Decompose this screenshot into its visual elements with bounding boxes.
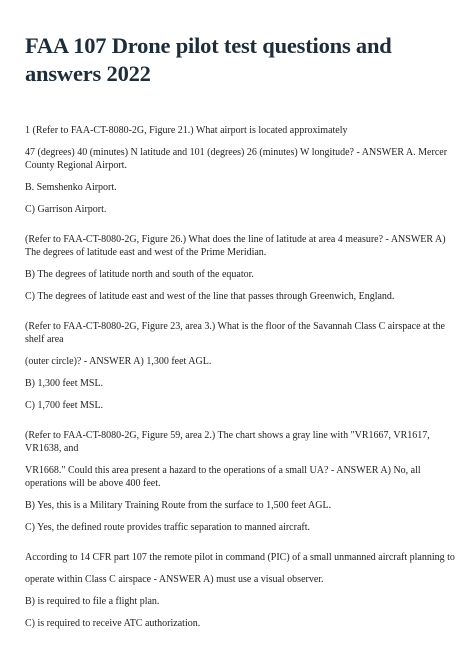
document-page xyxy=(25,32,455,630)
question-text: (Refer to FAA-CT-8080-2G, Figure 59, area 2.) The chart shows a gray line with "VR1667, VR1617, VR1638, and xyxy=(25,430,430,454)
answer-text: 47 (degrees) 40 (minutes) N latitude and 101 (degrees) 26 (minutes) W longitude? - ANSWER A. Mercer County Regional Airport. xyxy=(25,147,448,171)
option-text: B) is required to file a flight plan. xyxy=(25,596,160,607)
option-text: C) The degrees of latitude east and west of the line that passes through Greenwich, England. xyxy=(25,291,395,302)
option-text: B) The degrees of latitude north and south of the equator. xyxy=(25,269,254,280)
answer-text: operate within Class C airspace - ANSWER A) must use a visual observer. xyxy=(25,574,324,585)
option-text: B) Yes, this is a Military Training Route from the surface to 1,500 feet AGL. xyxy=(25,500,332,511)
question-block xyxy=(25,320,455,412)
page-title: FAA 107 Drone pilot test questions and answers 2022 xyxy=(25,33,392,86)
question-text: (Refer to FAA-CT-8080-2G, Figure 26.) What does the line of latitude at area 4 measure? - ANSWER A) The degrees of latitude east and west of the Prime Meridian. xyxy=(25,234,446,258)
question-block xyxy=(25,429,455,534)
answer-text: VR1668." Could this area present a hazard to the operations of a small UA? - ANSWER A) No, all operations will be above 400 feet. xyxy=(25,465,421,489)
answer-text: (outer circle)? - ANSWER A) 1,300 feet AGL. xyxy=(25,356,212,367)
option-text: B. Semshenko Airport. xyxy=(25,182,117,193)
option-text: C) is required to receive ATC authorization. xyxy=(25,618,201,629)
question-text: 1 (Refer to FAA-CT-8080-2G, Figure 21.) What airport is located approximately xyxy=(25,125,348,136)
question-text: (Refer to FAA-CT-8080-2G, Figure 23, area 3.) What is the floor of the Savannah Class C airspace at the shelf area xyxy=(25,321,445,345)
option-text: C) Garrison Airport. xyxy=(25,204,107,215)
option-text: C) Yes, the defined route provides traffic separation to manned aircraft. xyxy=(25,522,310,533)
question-block xyxy=(25,233,455,303)
question-block xyxy=(25,551,455,630)
option-text: B) 1,300 feet MSL. xyxy=(25,378,104,389)
question-block xyxy=(25,124,455,216)
question-text: According to 14 CFR part 107 the remote pilot in command (PIC) of a small unmanned aircraft planning to xyxy=(25,552,455,563)
option-text: C) 1,700 feet MSL. xyxy=(25,400,104,411)
